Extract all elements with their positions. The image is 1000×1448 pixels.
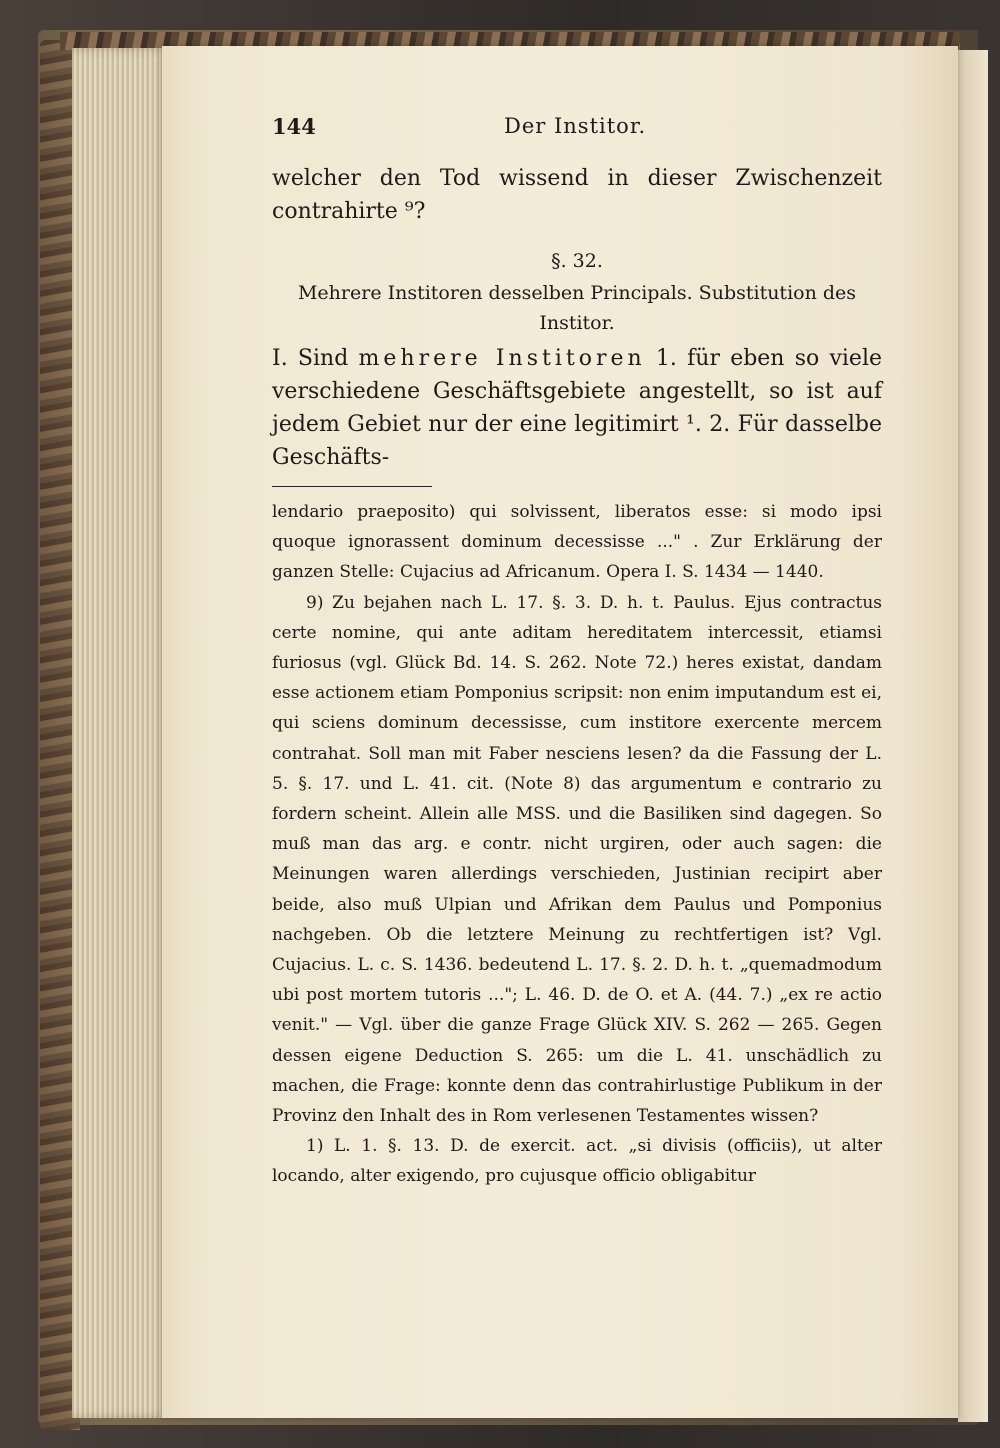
running-head: Der Institor. bbox=[504, 114, 647, 138]
page-number: 144 bbox=[272, 114, 316, 139]
section-number: §. 32. bbox=[551, 250, 603, 272]
footnote-continuation: lendario praeposito) qui solvissent, liberatos esse: si modo ipsi quoque ignorassent dominum decessisse ..." . Zur Erklärung der ganzen Stelle: Cujacius ad Africanum. Opera I. S. 1434 — 1440. bbox=[272, 502, 882, 583]
page-text-block bbox=[272, 108, 882, 1192]
footnote-9: 9) Zu bejahen nach L. 17. §. 3. D. h. t. Paulus. Ejus contractus certe nomine, qui ante aditam hereditatem intercessit, etiamsi furiosus (vgl. Glück Bd. 14. S. 262. Note 72.) heres existat, dandam esse actionem etiam Pomponius scripsit: non enim imputandum est ei, qui sciens dominum decessisse, cum institore exercente mercem contrahat. Soll man mit Faber nesciens lesen? da die Fassung der L. 5. §. 17. und L. 41. cit. (Note 8) das argumentum e contrario zu fordern scheint. Allein alle MSS. und die Basiliken sind dagegen. So muß man das arg. e contr. nicht urgiren, oder auch sagen: die Meinungen waren allerdings verschieden, Justinian recipirt aber beide, also muß Ulpian und Afrikan dem Paulus und Pomponius nachgeben. Ob die letztere Meinung zu rechtfertigen ist? Vgl. Cujacius. L. c. S. 1436. bedeutend L. 17. §. 2. D. h. t. „quemadmodum ubi post mortem tutoris ..."; L. 46. D. de O. et A. (44. 7.) „ex re actio venit." — Vgl. über die ganze Frage Glück XIV. S. 262 — 265. Gegen dessen eigene Deduction S. 265: um die L. 41. unschädlich zu machen, die Frage: konnte denn das contrahirlustige Publikum in der Provinz den Inhalt des in Rom verlesenen Testamentes wissen? bbox=[272, 592, 882, 1127]
footnote-1: 1) L. 1. §. 13. D. de exercit. act. „si divisis (officiis), ut alter locando, alter exigendo, pro cujusque officio obligabitur bbox=[272, 1136, 882, 1187]
footnote-rule bbox=[272, 486, 432, 487]
body-paragraph bbox=[272, 342, 882, 474]
para-numeral: I. bbox=[272, 346, 288, 371]
para-lead: Sind bbox=[297, 346, 349, 371]
continuation-text: welcher den Tod wissend in dieser Zwischenzeit contrahirte ⁹? bbox=[272, 166, 882, 224]
facing-page-edge bbox=[958, 50, 988, 1422]
para-spaced-emphasis: mehrere Institoren bbox=[358, 346, 646, 371]
para-rest: 1. für eben so viele verschiedene Geschäftsgebiete angestellt, so ist auf jedem Gebiet nur der eine legitimirt ¹. 2. Für dasselbe Geschäfts- bbox=[272, 346, 883, 470]
page-edges bbox=[72, 48, 170, 1418]
page-header bbox=[272, 108, 882, 148]
section-title: Mehrere Institoren desselben Principals. Substitution des Institor. bbox=[297, 282, 857, 334]
footnotes bbox=[272, 497, 882, 1192]
